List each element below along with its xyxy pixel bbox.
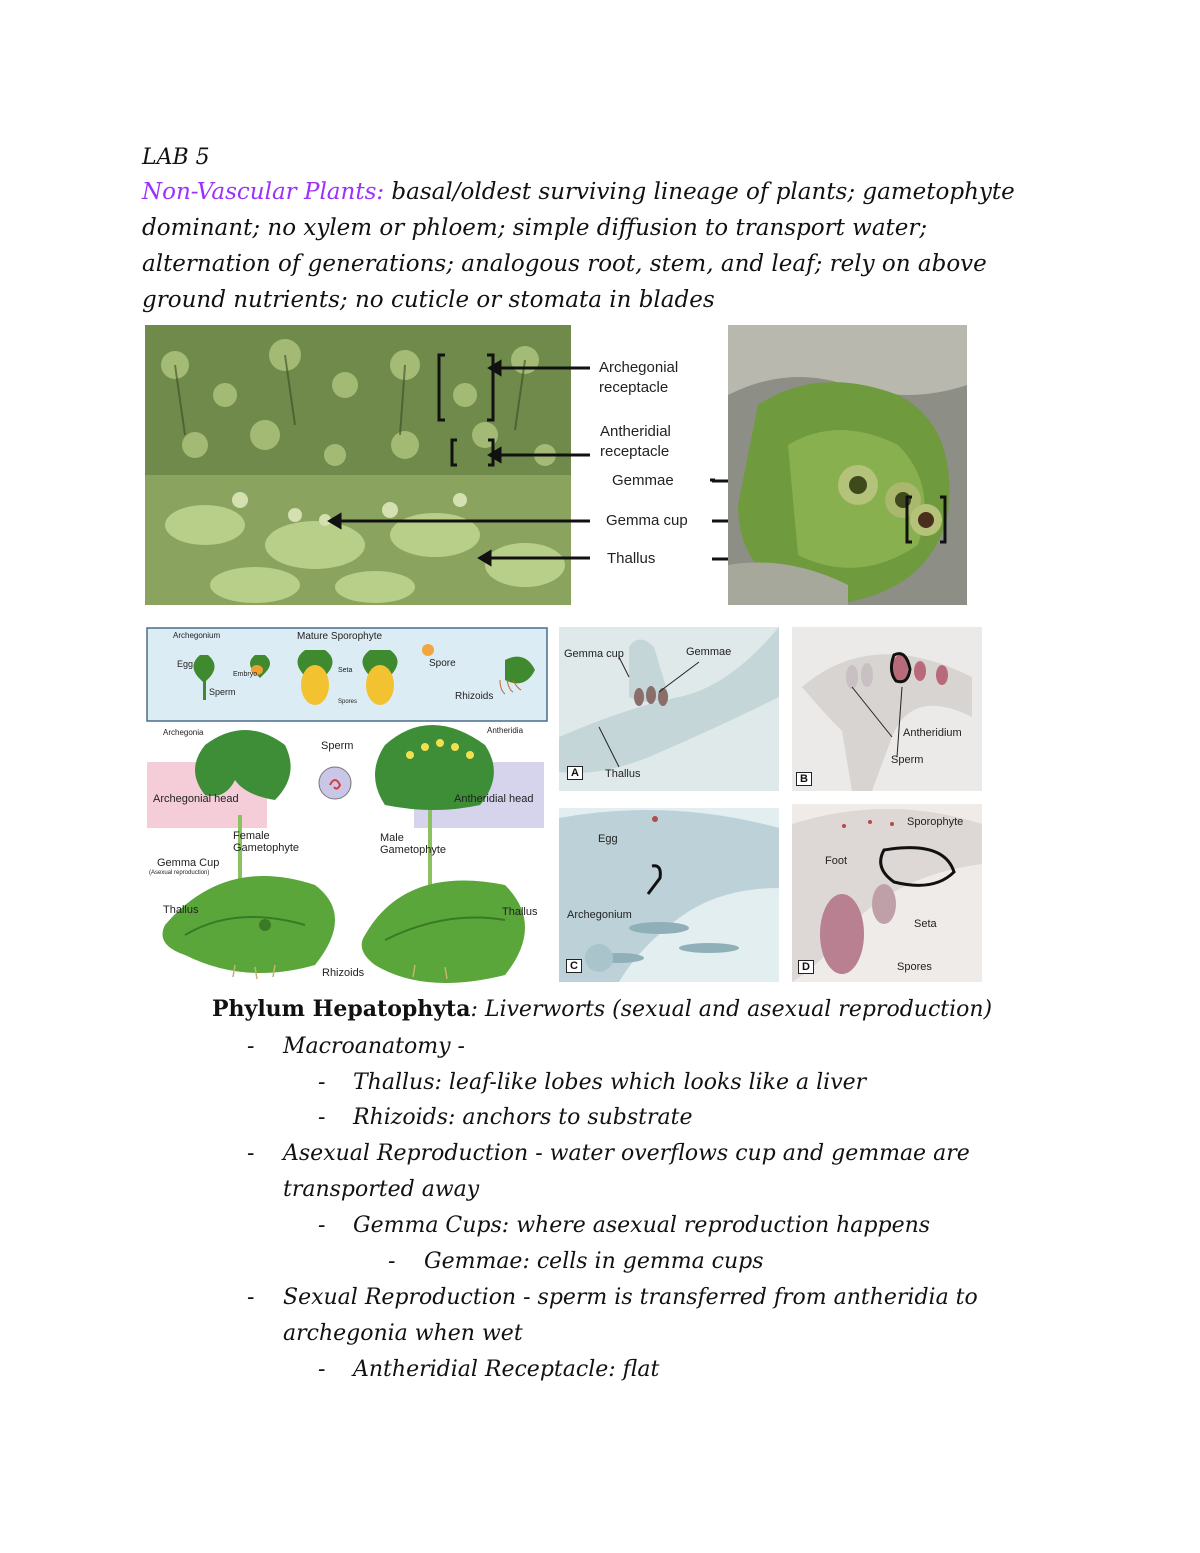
list-dash: -: [318, 1357, 326, 1382]
micro-a-gemma-cup: Gemma cup: [564, 648, 624, 660]
micro-b-letter: B: [796, 772, 812, 786]
list-item: Gemmae: cells in gemma cups: [424, 1249, 764, 1274]
gemma-cup-closeup-image: [728, 325, 967, 605]
diag-archegonia: Archegonia: [163, 728, 204, 737]
lifecycle-diagram: [145, 625, 550, 985]
diag-embryo: Embryo: [233, 671, 258, 678]
micrograph-b-image: [792, 627, 982, 791]
list-item: Asexual Reproduction - water overflows cup and gemmae are: [283, 1141, 970, 1166]
micro-d-letter: D: [798, 960, 814, 974]
micro-d-spores: Spores: [897, 961, 932, 973]
list-item-continued: archegonia when wet: [283, 1321, 523, 1346]
micro-b-sperm: Sperm: [891, 754, 924, 766]
intro-term: Non-Vascular Plants:: [142, 179, 385, 205]
micrograph-c-image: [559, 808, 779, 982]
micrograph-b: [792, 627, 982, 791]
diag-egg: Egg: [177, 659, 194, 669]
list-dash: -: [318, 1213, 326, 1238]
diag-mature-sporophyte: Mature Sporophyte: [297, 631, 383, 642]
list-item-continued: transported away: [283, 1177, 480, 1202]
micro-c-archegonium: Archegonium: [567, 909, 632, 921]
phylum-desc: : Liverworts (sexual and asexual reproduction): [470, 997, 993, 1022]
list-dash: -: [318, 1105, 326, 1130]
diag-sperm-top: Sperm: [209, 687, 236, 697]
micro-d-foot: Foot: [825, 855, 848, 867]
list-dash: -: [318, 1070, 326, 1095]
diag-rhizoids: Rhizoids: [322, 967, 365, 979]
micro-a-thallus: Thallus: [605, 768, 641, 780]
diag-spores-small: Spores: [338, 699, 358, 705]
list-item: Sexual Reproduction - sperm is transferred from antheridia to: [283, 1285, 978, 1310]
diag-female-gametophyte: Female Gametophyte: [233, 830, 300, 854]
diag-archegonial-head: Archegonial head: [153, 793, 239, 805]
micrograph-a: [559, 627, 779, 791]
micrograph-d-image: [792, 804, 982, 982]
list-dash: -: [247, 1141, 255, 1166]
list-dash: -: [247, 1034, 255, 1059]
list-item: Gemma Cups: where asexual reproduction happens: [353, 1213, 931, 1238]
doc-title: LAB 5: [142, 145, 210, 170]
label-antheridial-receptacle: Antheridial receptacle: [600, 423, 671, 460]
micrograph-d: [792, 804, 982, 982]
diag-spore: Spore: [429, 658, 456, 669]
diag-sperm: Sperm: [321, 740, 354, 752]
micro-a-gemmae: Gemmae: [686, 646, 732, 658]
diag-antheridia: Antheridia: [487, 726, 524, 735]
micro-d-sporophyte: Sporophyte: [907, 816, 964, 828]
micro-a-letter: A: [567, 766, 583, 780]
diag-rhizoids-top: Rhizoids: [455, 691, 494, 702]
intro-paragraph: [142, 174, 1042, 318]
diag-seta: Seta: [338, 667, 353, 674]
label-archegonial-receptacle: Archegonial receptacle: [599, 359, 679, 396]
list-item: Thallus: leaf-like lobes which looks like a liver: [353, 1070, 867, 1095]
diag-gemma-cup: Gemma Cup: [157, 857, 220, 869]
label-gemma-cup: Gemma cup: [606, 512, 688, 529]
list-item: Antheridial Receptacle: flat: [353, 1357, 660, 1382]
micrograph-c: [559, 808, 779, 982]
list-item: Rhizoids: anchors to substrate: [353, 1105, 693, 1130]
list-item: Macroanatomy -: [283, 1034, 465, 1059]
micro-d-seta: Seta: [914, 918, 937, 930]
diag-archegonium: Archegonium: [173, 631, 221, 640]
phylum-heading: [212, 996, 992, 1022]
phylum-name: Phylum Hepatophyta: [212, 996, 471, 1022]
diag-antheridial-head: Antheridial head: [454, 793, 534, 805]
diag-thallus-left: Thallus: [163, 904, 199, 916]
list-dash: -: [388, 1249, 396, 1274]
label-thallus: Thallus: [607, 550, 656, 567]
diag-thallus-right: Thallus: [502, 906, 538, 918]
diag-asexual: (Asexual reproduction): [149, 870, 210, 876]
micro-c-egg: Egg: [598, 833, 618, 845]
micro-c-letter: C: [566, 959, 582, 973]
micro-b-antheridium: Antheridium: [903, 727, 962, 739]
list-dash: -: [247, 1285, 255, 1310]
liverwort-photo-right: [728, 325, 967, 605]
label-gemmae: Gemmae: [612, 472, 674, 489]
intro-text: basal/oldest surviving lineage of plants; gametophyte dominant; no xylem or phloem; simple diffusion to transport water; alternation of generations; analogous root, stem, and leaf; rely on above ground nutrients; no cuticle or stomata in blades: [142, 179, 1015, 313]
lifecycle-illustration: [145, 625, 550, 985]
diag-male-gametophyte: Male Gametophyte: [380, 832, 447, 856]
